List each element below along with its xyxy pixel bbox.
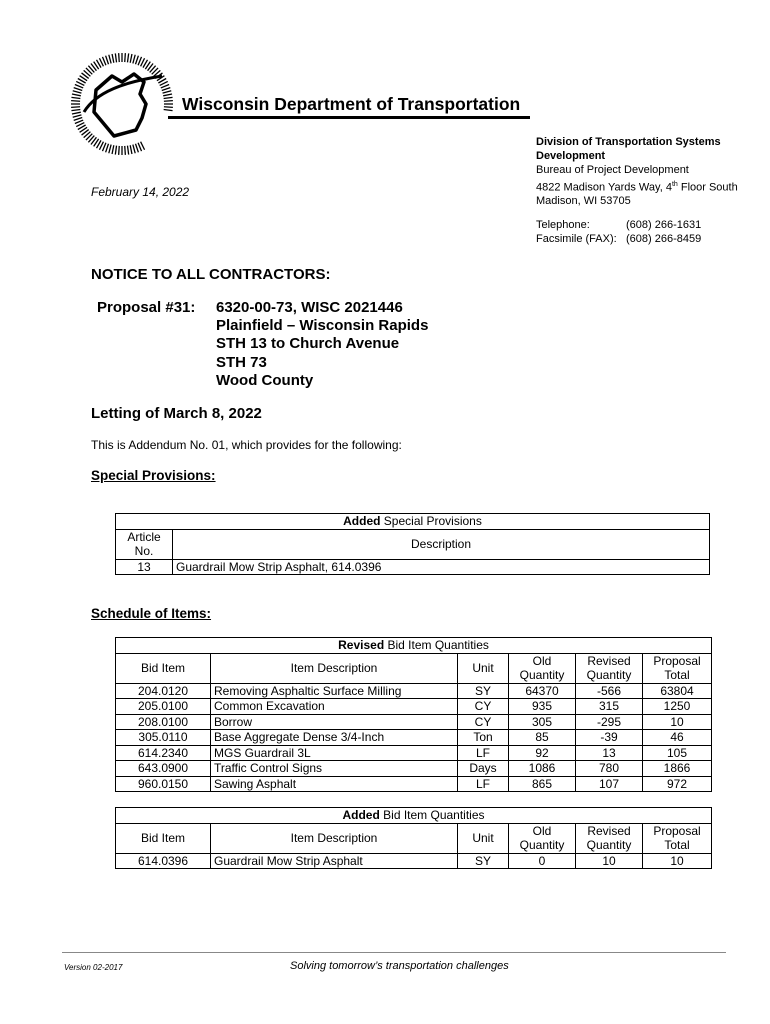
table-cell: -295 [576,714,643,730]
proposal-line: Plainfield – Wisconsin Rapids [216,317,429,335]
title-rule [168,116,530,119]
logo-tick [73,91,82,93]
col-header: Bid Item [116,653,211,683]
added-special-provisions-table [115,513,710,575]
logo-tick [72,94,81,96]
proposal-details [216,299,428,390]
wisdot-logo [66,52,178,156]
added-bid-item-table [115,807,712,869]
table-cell: 972 [643,776,712,792]
logo-tick [112,145,114,154]
special-provisions-heading: Special Provisions: [91,468,216,483]
col-header: Old Quantity [509,653,576,683]
logo-tick [138,57,141,65]
table-caption: Added Bid Item Quantities [116,808,712,824]
col-header: Proposal Total [643,653,712,683]
table-cell: Base Aggregate Dense 3/4-Inch [211,730,458,746]
logo-tick [133,145,135,154]
table-cell: 780 [576,761,643,777]
table-cell: 10 [643,714,712,730]
table-row [116,699,712,715]
logo-tick [71,109,80,110]
address-block [536,135,738,246]
col-header-description: Description [173,529,710,559]
table-cell: 960.0150 [116,776,211,792]
table-body [116,853,712,869]
logo-tick [115,146,116,155]
logo-tick [73,115,82,117]
notice-date: February 14, 2022 [91,185,190,199]
table-cell: 46 [643,730,712,746]
table-cell: 205.0100 [116,699,211,715]
col-header: Old Quantity [509,823,576,853]
table-cell: CY [458,699,509,715]
telephone-row: Telephone: (608) 266-1631 [536,218,702,231]
logo-tick [164,107,173,108]
table-cell: Removing Asphaltic Surface Milling [211,683,458,699]
logo-tick [71,101,80,102]
street-address: 4822 Madison Yards Way, 4th Floor South [536,180,738,194]
table-cell: 1250 [643,699,712,715]
logo-tick [161,84,169,87]
proposal-line: STH 73 [216,353,267,371]
col-header: Unit [458,653,509,683]
logo-tick [109,55,111,64]
table-cell: CY [458,714,509,730]
city-state-zip: Madison, WI 53705 [536,195,631,208]
logo-tick [75,120,83,123]
table-cell: 10 [576,853,643,869]
table-cell: Traffic Control Signs [211,761,458,777]
table-row [116,730,712,746]
logo-tick [125,53,126,62]
table-cell: Sawing Asphalt [211,776,458,792]
table-cell: 107 [576,776,643,792]
table-cell: Guardrail Mow Strip Asphalt [211,853,458,869]
footer-rule [62,952,726,953]
logo-tick [163,91,172,93]
logo-tick [130,54,132,63]
notice-heading: NOTICE TO ALL CONTRACTORS: [91,266,331,283]
logo-tick [109,145,111,154]
letting-date: Letting of March 8, 2022 [91,405,262,422]
logo-tick [127,146,128,155]
table-cell: 64370 [509,683,576,699]
logo-tick [164,97,173,98]
table-cell: -39 [576,730,643,746]
table-header-row [116,823,712,853]
table-row [116,714,712,730]
table-cell: Ton [458,730,509,746]
table-cell: -566 [576,683,643,699]
logo-tick [141,142,145,150]
logo-tick [127,53,128,62]
table-header-row [116,653,712,683]
proposal-line: 6320-00-73, WISC 2021446 [216,299,403,316]
logo-tick [136,56,139,65]
table-cell: Common Excavation [211,699,458,715]
logo-tick [164,109,173,110]
table-row [116,776,712,792]
table-cell: 305 [509,714,576,730]
col-header: Item Description [211,653,458,683]
fax-row: Facsimile (FAX): (608) 266-8459 [536,232,702,245]
table-cell: 10 [643,853,712,869]
logo-tick [164,101,173,102]
logo-tick [163,94,172,96]
table-cell: Borrow [211,714,458,730]
table-body [116,683,712,792]
wisconsin-state-shape [94,74,146,136]
table-caption: Revised Bid Item Quantities [116,638,712,654]
logo-tick [115,53,116,62]
proposal-label: Proposal #31: [97,299,196,316]
logo-tick [74,88,83,91]
table-row [116,745,712,761]
table-cell: 1866 [643,761,712,777]
table-cell: 614.0396 [116,853,211,869]
table-cell: 935 [509,699,576,715]
logo-tick [102,143,105,151]
logo-tick [71,97,80,98]
table-cell: 0 [509,853,576,869]
logo-tick [133,55,135,64]
table-cell: 92 [509,745,576,761]
logo-tick [119,53,120,62]
footer-tagline: Solving tomorrow’s transportation challenges [290,960,509,972]
logo-tick [130,145,132,154]
table-cell: SY [458,683,509,699]
logo-tick [75,84,83,87]
table-cell: 614.2340 [116,745,211,761]
table-cell: 85 [509,730,576,746]
division-name: Division of Transportation Systems [536,136,721,148]
version-label: Version 02-2017 [64,963,123,972]
table-caption: Added Special Provisions [116,514,710,530]
table-cell: 305.0110 [116,730,211,746]
col-header-article: Article No. [116,529,173,559]
table-row [116,683,712,699]
col-header: Unit [458,823,509,853]
logo-tick [125,146,126,155]
col-header: Revised Quantity [576,653,643,683]
table-cell: 105 [643,745,712,761]
col-header: Item Description [211,823,458,853]
col-header: Revised Quantity [576,823,643,853]
table-cell: LF [458,776,509,792]
division-name-2: Development [536,150,606,163]
schedule-of-items-heading: Schedule of Items: [91,606,212,621]
table-cell: MGS Guardrail 3L [211,745,458,761]
table-cell: 643.0900 [116,761,211,777]
logo-tick [136,144,139,153]
addendum-text: This is Addendum No. 01, which provides for the following: [91,438,402,452]
table-row [116,761,712,777]
col-header: Bid Item [116,823,211,853]
logo-tick [72,112,81,114]
department-title: Wisconsin Department of Transportation [182,94,521,114]
table-cell: 315 [576,699,643,715]
table-cell: 204.0120 [116,683,211,699]
bureau-name: Bureau of Project Development [536,164,689,177]
logo-tick [138,143,141,151]
logo-tick [119,146,120,155]
table-row [116,853,712,869]
table-cell: 1086 [509,761,576,777]
logo-tick [74,118,83,121]
col-header: Proposal Total [643,823,712,853]
table-cell: 13 [576,745,643,761]
table-cell: 63804 [643,683,712,699]
table-row: 13 Guardrail Mow Strip Asphalt, 614.0396 [116,559,710,575]
revised-bid-item-table [115,637,712,792]
table-cell: Days [458,761,509,777]
proposal-line: STH 13 to Church Avenue [216,335,400,353]
proposal-line: Wood County [216,371,314,389]
table-cell: 208.0100 [116,714,211,730]
table-cell: SY [458,853,509,869]
logo-tick [71,107,80,108]
logo-tick [162,88,171,91]
logo-tick [106,144,109,153]
logo-tick [106,56,109,65]
logo-tick [112,54,114,63]
table-cell: 865 [509,776,576,792]
table-cell: LF [458,745,509,761]
logo-tick [102,57,105,65]
